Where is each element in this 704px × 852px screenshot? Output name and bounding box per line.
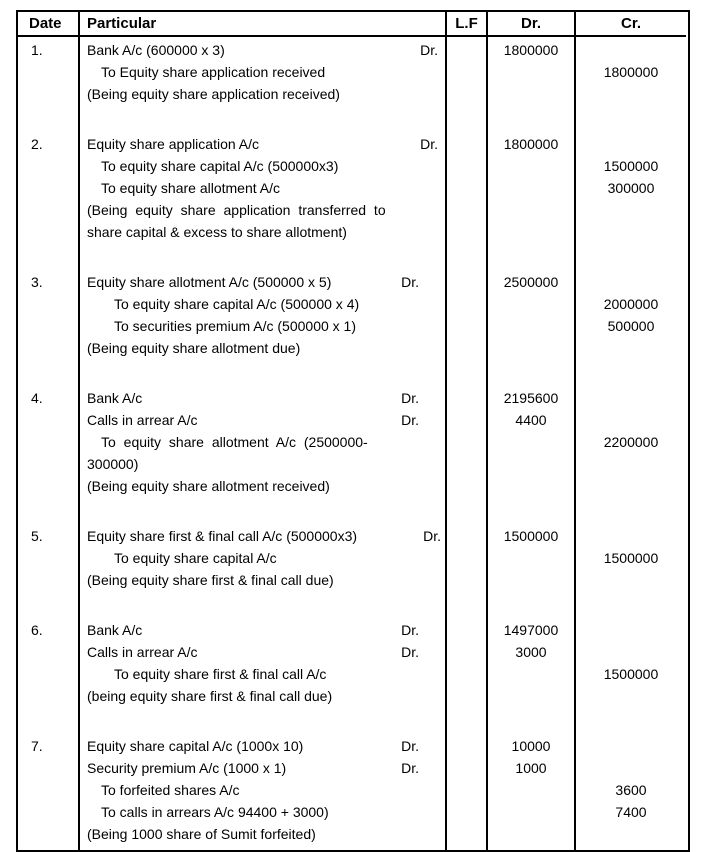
journal-entry — [18, 131, 688, 269]
entry-date-cell — [18, 131, 80, 269]
dr-amount: 1000 — [515, 760, 547, 776]
entry-number: 4. — [31, 390, 43, 406]
particular-line — [87, 641, 443, 663]
dr-label: Dr. — [401, 390, 419, 406]
dr-amount-cell — [488, 523, 576, 617]
lf-cell — [447, 131, 488, 269]
particular-text: Bank A/c — [87, 390, 143, 406]
particular-line — [87, 337, 443, 359]
cr-amount — [576, 757, 686, 779]
particular-line — [87, 315, 443, 337]
particular-line — [87, 569, 443, 591]
particular-cell — [80, 523, 447, 617]
particular-text: (Being equity share first & final call due) — [87, 572, 334, 588]
particular-text: Equity share allotment A/c (500000 x 5) — [87, 274, 332, 290]
dr-amount: 2195600 — [503, 390, 559, 406]
cr-amount: 2200000 — [603, 434, 659, 450]
cr-amount — [576, 735, 686, 757]
journal-entry — [18, 385, 688, 523]
particular-text: Calls in arrear A/c — [87, 412, 198, 428]
particular-text: To calls in arrears A/c 94400 + 3000) — [101, 804, 329, 820]
cr-amount: 3600 — [615, 782, 647, 798]
particular-line — [87, 199, 443, 221]
lf-cell — [447, 385, 488, 523]
particular-text: Bank A/c — [87, 622, 143, 638]
particular-line — [87, 431, 443, 453]
dr-label: Dr. — [401, 738, 419, 754]
particular-line — [87, 453, 443, 475]
particular-text: Calls in arrear A/c — [87, 644, 198, 660]
particular-text: share capital & excess to share allotment) — [87, 224, 347, 240]
dr-amount: 1800000 — [503, 136, 559, 152]
particular-line — [87, 133, 443, 155]
particular-line — [87, 685, 443, 707]
dr-amount: 3000 — [515, 644, 547, 660]
particular-text: To equity share capital A/c (500000x3) — [101, 158, 339, 174]
cr-amount: 500000 — [607, 318, 655, 334]
journal-entry — [18, 37, 688, 131]
entry-date-cell — [18, 523, 80, 617]
particular-text: Bank A/c (600000 x 3) — [87, 42, 225, 58]
particular-text: To equity share allotment A/c — [101, 180, 280, 196]
particular-line — [87, 177, 443, 199]
particular-line — [87, 779, 443, 801]
particular-line — [87, 663, 443, 685]
lf-cell — [447, 523, 488, 617]
cr-amount-cell — [576, 37, 686, 131]
particular-line — [87, 823, 443, 845]
particular-text: (being equity share first & final call due) — [87, 688, 333, 704]
cr-amount: 300000 — [607, 180, 655, 196]
cr-amount-cell — [576, 617, 686, 733]
cr-amount-cell — [576, 269, 686, 385]
entry-number: 7. — [31, 738, 43, 754]
particular-line — [87, 525, 443, 547]
entry-number: 2. — [31, 136, 43, 152]
cr-amount-cell — [576, 733, 686, 850]
cr-amount — [576, 387, 686, 409]
entry-number: 5. — [31, 528, 43, 544]
particular-line — [87, 83, 443, 105]
particular-text: Security premium A/c (1000 x 1) — [87, 760, 287, 776]
cr-amount-cell — [576, 523, 686, 617]
cr-amount — [576, 133, 686, 155]
journal-entry — [18, 269, 688, 385]
cr-amount: 2000000 — [603, 296, 659, 312]
dr-label: Dr. — [401, 622, 419, 638]
particular-text: (Being equity share allotment due) — [87, 340, 301, 356]
particular-text: To equity share allotment A/c (2500000- — [101, 434, 368, 450]
particular-line — [87, 387, 443, 409]
particular-line — [87, 547, 443, 569]
particular-line — [87, 271, 443, 293]
col-header-cr: Cr. — [576, 12, 686, 37]
particular-text: 300000) — [87, 456, 139, 472]
cr-amount-cell — [576, 385, 686, 523]
col-header-lf: L.F — [447, 12, 488, 37]
dr-amount: 1800000 — [503, 42, 559, 58]
lf-cell — [447, 733, 488, 850]
cr-amount: 1800000 — [603, 64, 659, 80]
dr-amount: 1497000 — [503, 622, 559, 638]
dr-label: Dr. — [401, 412, 419, 428]
particular-text: To equity share capital A/c — [114, 550, 277, 566]
particular-text: To Equity share application received — [101, 64, 326, 80]
particular-cell — [80, 385, 447, 523]
dr-amount-cell — [488, 131, 576, 269]
lf-cell — [447, 269, 488, 385]
cr-amount — [576, 525, 686, 547]
dr-amount: 4400 — [515, 412, 547, 428]
particular-text: Equity share application A/c — [87, 136, 259, 152]
dr-amount-cell — [488, 269, 576, 385]
particular-text: Equity share capital A/c (1000x 10) — [87, 738, 304, 754]
col-header-date: Date — [18, 12, 80, 37]
cr-amount — [576, 271, 686, 293]
journal-entry — [18, 733, 688, 850]
particular-line — [87, 221, 443, 243]
particular-text: (Being 1000 share of Sumit forfeited) — [87, 826, 316, 842]
entry-date-cell — [18, 733, 80, 850]
dr-amount: 10000 — [511, 738, 551, 754]
lf-cell — [447, 617, 488, 733]
col-header-particular: Particular — [80, 12, 447, 37]
particular-text: (Being equity share application transferred to — [87, 202, 386, 218]
particular-line — [87, 619, 443, 641]
dr-label: Dr. — [401, 644, 419, 660]
particular-line — [87, 293, 443, 315]
cr-amount — [576, 409, 686, 431]
dr-amount-cell — [488, 617, 576, 733]
dr-label: Dr. — [423, 528, 441, 544]
particular-text: To equity share capital A/c (500000 x 4) — [114, 296, 360, 312]
dr-amount: 2500000 — [503, 274, 559, 290]
entry-date-cell — [18, 617, 80, 733]
dr-label: Dr. — [420, 42, 438, 58]
cr-amount: 1500000 — [603, 158, 659, 174]
particular-text: To equity share first & final call A/c — [114, 666, 327, 682]
cr-amount-cell — [576, 131, 686, 269]
dr-label: Dr. — [420, 136, 438, 152]
dr-amount-cell — [488, 385, 576, 523]
particular-line — [87, 757, 443, 779]
entry-number: 1. — [31, 42, 43, 58]
dr-amount: 1500000 — [503, 528, 559, 544]
dr-amount-cell — [488, 37, 576, 131]
journal-entry — [18, 617, 688, 733]
entry-date-cell — [18, 269, 80, 385]
particular-text: To forfeited shares A/c — [101, 782, 240, 798]
dr-label: Dr. — [401, 274, 419, 290]
lf-cell — [447, 37, 488, 131]
particular-cell — [80, 617, 447, 733]
table-header-row — [18, 12, 688, 37]
particular-text: (Being equity share application received) — [87, 86, 340, 102]
cr-amount: 1500000 — [603, 550, 659, 566]
particular-text: (Being equity share allotment received) — [87, 478, 330, 494]
journal-entry — [18, 523, 688, 617]
entry-date-cell — [18, 37, 80, 131]
particular-cell — [80, 131, 447, 269]
dr-label: Dr. — [401, 760, 419, 776]
particular-line — [87, 735, 443, 757]
entry-date-cell — [18, 385, 80, 523]
dr-amount-cell — [488, 733, 576, 850]
cr-amount — [576, 641, 686, 663]
particular-line — [87, 61, 443, 83]
particular-cell — [80, 269, 447, 385]
entry-number: 6. — [31, 622, 43, 638]
cr-amount — [576, 619, 686, 641]
cr-amount — [576, 39, 686, 61]
particular-cell — [80, 733, 447, 850]
cr-amount: 1500000 — [603, 666, 659, 682]
particular-line — [87, 475, 443, 497]
particular-text: Equity share first & final call A/c (500000x3) — [87, 528, 358, 544]
cr-amount: 7400 — [615, 804, 647, 820]
particular-text: To securities premium A/c (500000 x 1) — [114, 318, 356, 334]
entry-number: 3. — [31, 274, 43, 290]
particular-line — [87, 39, 443, 61]
particular-line — [87, 409, 443, 431]
particular-cell — [80, 37, 447, 131]
particular-line — [87, 801, 443, 823]
journal-table — [16, 10, 690, 852]
particular-line — [87, 155, 443, 177]
col-header-dr: Dr. — [488, 12, 576, 37]
